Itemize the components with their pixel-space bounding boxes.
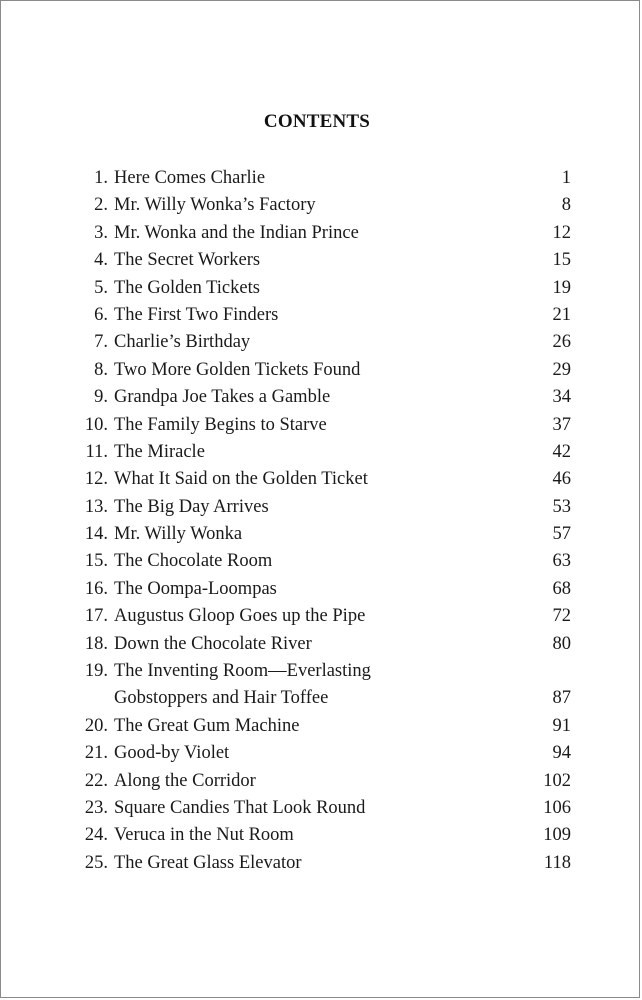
page-number: 21 <box>552 304 571 325</box>
toc-entry <box>65 658 585 685</box>
toc-entry <box>65 165 585 192</box>
chapter-number: 1. <box>94 168 108 188</box>
page-number: 63 <box>552 551 571 572</box>
page-number: 91 <box>552 715 571 736</box>
page-number: 87 <box>552 688 571 709</box>
chapter-title: The Secret Workers <box>114 250 261 271</box>
toc-entry <box>65 740 585 767</box>
page-number: 29 <box>552 359 571 380</box>
chapter-title: Mr. Willy Wonka’s Factory <box>114 195 316 216</box>
chapter-title: Mr. Willy Wonka <box>114 524 243 545</box>
chapter-title: Down the Chocolate River <box>114 633 312 654</box>
page-number: 8 <box>561 195 571 216</box>
page-number: 37 <box>552 414 571 435</box>
chapter-title: The Inventing Room—Everlasting <box>114 661 371 682</box>
page-number: 12 <box>552 222 571 243</box>
chapter-number: 9. <box>94 387 108 408</box>
chapter-number: 17. <box>84 606 108 627</box>
chapter-title: The Oompa-Loompas <box>114 578 277 599</box>
chapter-title: Square Candies That Look Round <box>114 797 366 818</box>
chapter-title: Mr. Wonka and the Indian Prince <box>114 222 359 243</box>
toc-entry <box>65 247 585 274</box>
toc-entry <box>65 795 585 822</box>
chapter-title: The Big Day Arrives <box>114 496 269 517</box>
page-number: 106 <box>543 797 571 818</box>
toc-entry <box>65 384 585 411</box>
chapter-title: Along the Corridor <box>114 770 256 791</box>
chapter-title: What It Said on the Golden Ticket <box>114 469 368 490</box>
toc-entry <box>65 521 585 548</box>
chapter-title: Veruca in the Nut Room <box>114 825 294 846</box>
page-number: 102 <box>543 770 571 791</box>
chapter-title-line2: Gobstoppers and Hair Toffee <box>114 688 329 709</box>
toc-entry <box>65 822 585 849</box>
toc-entry <box>65 631 585 658</box>
chapter-title: Two More Golden Tickets Found <box>114 359 361 380</box>
chapter-number: 6. <box>94 304 108 325</box>
page-number: 19 <box>552 277 571 298</box>
chapter-number: 2. <box>94 195 108 216</box>
page-number: 46 <box>552 469 571 490</box>
chapter-number: 20. <box>84 715 108 736</box>
chapter-number: 24. <box>84 825 108 846</box>
chapter-number: 7. <box>94 332 108 353</box>
toc-entry-continued <box>65 685 585 712</box>
toc-entry <box>65 466 585 493</box>
chapter-number: 21. <box>84 743 108 764</box>
toc-entry <box>65 439 585 466</box>
chapter-number: 19. <box>84 661 108 682</box>
page-number: 94 <box>552 743 571 764</box>
toc-entry <box>65 576 585 603</box>
toc-entry <box>65 192 585 219</box>
chapter-title: The Chocolate Room <box>114 551 273 572</box>
chapter-number: 8. <box>94 359 108 380</box>
toc-entry <box>65 302 585 329</box>
chapter-number: 13. <box>84 496 108 517</box>
page-number: 26 <box>552 332 571 353</box>
toc-entry <box>65 220 585 247</box>
chapter-number: 11. <box>85 441 108 462</box>
toc-entry <box>65 412 585 439</box>
page-number: 68 <box>552 578 571 599</box>
toc-entry <box>65 494 585 521</box>
chapter-number: 18. <box>84 633 108 654</box>
chapter-title: The First Two Finders <box>114 304 279 325</box>
chapter-title: The Family Begins to Starve <box>114 414 327 435</box>
chapter-number: 23. <box>84 797 108 818</box>
toc-entry <box>65 357 585 384</box>
chapter-title: Augustus Gloop Goes up the Pipe <box>114 606 366 627</box>
chapter-title: Here Comes Charlie <box>114 168 266 188</box>
page-number: 1 <box>561 168 571 188</box>
table-of-contents <box>65 165 585 877</box>
chapter-title: The Miracle <box>114 441 205 462</box>
page-number: 72 <box>552 606 571 627</box>
toc-entry <box>65 275 585 302</box>
page-number: 15 <box>552 250 571 271</box>
chapter-number: 16. <box>84 578 108 599</box>
chapter-number: 5. <box>94 277 108 298</box>
chapter-number: 14. <box>84 524 108 545</box>
chapter-title: The Great Gum Machine <box>114 715 300 736</box>
chapter-number: 4. <box>94 250 108 271</box>
chapter-title: Grandpa Joe Takes a Gamble <box>114 387 331 408</box>
chapter-number: 10. <box>84 414 108 435</box>
page-title: CONTENTS <box>263 111 371 132</box>
chapter-number: 25. <box>84 852 108 873</box>
page-number: 109 <box>543 825 571 846</box>
toc-entry <box>65 768 585 795</box>
page-number: 42 <box>552 441 571 462</box>
chapter-title: Charlie’s Birthday <box>114 332 251 353</box>
page-number: 118 <box>543 852 571 873</box>
chapter-title: Good-by Violet <box>114 743 230 764</box>
toc-entry <box>65 850 585 877</box>
chapter-number: 3. <box>94 222 108 243</box>
page-number: 80 <box>552 633 571 654</box>
toc-entry <box>65 329 585 356</box>
toc-entry <box>65 548 585 575</box>
page-number: 34 <box>552 387 571 408</box>
chapter-number: 15. <box>84 551 108 572</box>
toc-entry <box>65 603 585 630</box>
page-number: 53 <box>552 496 571 517</box>
chapter-number: 22. <box>84 770 108 791</box>
chapter-title: The Great Glass Elevator <box>114 852 302 873</box>
toc-entry <box>65 713 585 740</box>
page-number: 57 <box>552 524 571 545</box>
chapter-title: The Golden Tickets <box>114 277 260 298</box>
chapter-number: 12. <box>84 469 108 490</box>
